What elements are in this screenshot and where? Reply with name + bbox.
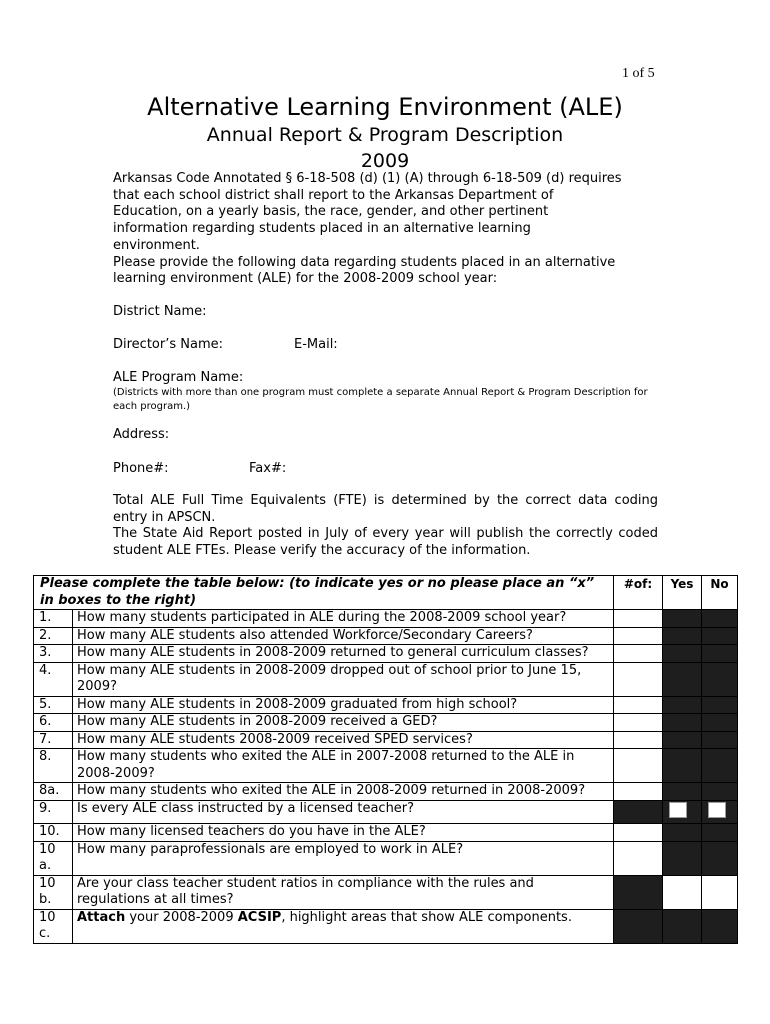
yes-cell-shaded [663, 749, 702, 783]
yes-cell-shaded [663, 824, 702, 842]
count-cell-shaded [614, 800, 663, 824]
no-column-header: No [702, 576, 738, 610]
district-name-label: District Name: [113, 304, 207, 319]
program-name-label: ALE Program Name: [113, 370, 244, 385]
no-input-cell[interactable] [702, 875, 738, 909]
no-cell-shaded [702, 749, 738, 783]
count-input-cell[interactable] [614, 662, 663, 696]
table-row [34, 645, 738, 663]
yes-cell-shaded [663, 645, 702, 663]
row-number: 8. [34, 749, 73, 783]
row-question: How many paraprofessionals are employed to work in ALE? [73, 841, 614, 875]
row-question: How many ALE students in 2008-2009 received a GED? [73, 714, 614, 732]
row-number: 10 c. [34, 909, 73, 943]
row-question [73, 909, 614, 943]
yes-checkbox-cell[interactable] [663, 800, 702, 824]
table-row [34, 714, 738, 732]
intro-line: environment. [113, 237, 200, 253]
row-number: 5. [34, 696, 73, 714]
table-row [34, 875, 738, 909]
yes-cell-shaded [663, 909, 702, 943]
yes-input-cell[interactable] [663, 875, 702, 909]
row-question: How many students who exited the ALE in 2008-2009 returned in 2008-2009? [73, 783, 614, 801]
table-row [34, 731, 738, 749]
table-row [34, 627, 738, 645]
count-input-cell[interactable] [614, 783, 663, 801]
count-input-cell[interactable] [614, 610, 663, 628]
yes-cell-shaded [663, 714, 702, 732]
count-input-cell[interactable] [614, 841, 663, 875]
report-year: 2009 [360, 150, 410, 172]
question-text: , highlight areas that show ALE components. [281, 909, 572, 925]
program-note: (Districts with more than one program must complete a separate Annual Report & Program Description for each program.) [113, 387, 648, 412]
yes-cell-shaded [663, 731, 702, 749]
row-question: Is every ALE class instructed by a licensed teacher? [73, 800, 614, 824]
no-checkbox-cell[interactable] [702, 800, 738, 824]
yes-cell-shaded [663, 662, 702, 696]
count-input-cell[interactable] [614, 731, 663, 749]
page-title: Alternative Learning Environment (ALE) [147, 93, 623, 121]
row-number: 8a. [34, 783, 73, 801]
row-number: 10 b. [34, 875, 73, 909]
no-cell-shaded [702, 645, 738, 663]
intro-line: Education, on a yearly basis, the race, gender, and other pertinent [113, 204, 549, 220]
table-row [34, 909, 738, 943]
no-checkbox[interactable] [708, 802, 726, 818]
row-question: Are your class teacher student ratios in compliance with the rules and regulations at all times? [73, 875, 614, 909]
fte-line1: Total ALE Full Time Equivalents (FTE) is determined by the correct data coding entry in APSCN. [113, 493, 658, 525]
count-cell-shaded [614, 909, 663, 943]
row-number: 6. [34, 714, 73, 732]
table-row [34, 610, 738, 628]
intro-line: that each school district shall report to the Arkansas Department of [113, 187, 554, 203]
phone-label: Phone#: [113, 461, 169, 476]
yes-column-header: Yes [663, 576, 702, 610]
no-cell-shaded [702, 841, 738, 875]
fte-paragraph [113, 493, 658, 560]
acsip-bold: ACSIP [237, 909, 282, 925]
table-row [34, 824, 738, 842]
count-input-cell[interactable] [614, 696, 663, 714]
count-cell-shaded [614, 875, 663, 909]
count-column-header: #of: [614, 576, 663, 610]
intro-line: information regarding students placed in an alternative learning [113, 221, 531, 237]
row-number: 3. [34, 645, 73, 663]
row-number: 4. [34, 662, 73, 696]
row-question: How many ALE students in 2008-2009 graduated from high school? [73, 696, 614, 714]
row-question: How many ALE students in 2008-2009 dropped out of school prior to June 15, 2009? [73, 662, 614, 696]
count-input-cell[interactable] [614, 824, 663, 842]
table-row [34, 800, 738, 824]
count-input-cell[interactable] [614, 749, 663, 783]
count-input-cell[interactable] [614, 627, 663, 645]
intro-line: Please provide the following data regarding students placed in an alternative [113, 254, 616, 270]
fax-label: Fax#: [249, 461, 287, 476]
no-cell-shaded [702, 714, 738, 732]
table-header-row [34, 576, 738, 610]
no-cell-shaded [702, 696, 738, 714]
row-number: 2. [34, 627, 73, 645]
no-cell-shaded [702, 909, 738, 943]
row-question: How many ALE students 2008-2009 received SPED services? [73, 731, 614, 749]
row-question: How many students participated in ALE during the 2008-2009 school year? [73, 610, 614, 628]
intro-line: learning environment (ALE) for the 2008-2009 school year: [113, 271, 498, 287]
table-row [34, 696, 738, 714]
yes-cell-shaded [663, 841, 702, 875]
no-cell-shaded [702, 662, 738, 696]
yes-cell-shaded [663, 696, 702, 714]
table-row [34, 841, 738, 875]
yes-checkbox[interactable] [669, 802, 687, 818]
no-cell-shaded [702, 824, 738, 842]
email-label: E-Mail: [294, 337, 338, 352]
ale-data-table [33, 575, 738, 944]
no-cell-shaded [702, 610, 738, 628]
row-question: How many ALE students also attended Workforce/Secondary Careers? [73, 627, 614, 645]
no-cell-shaded [702, 783, 738, 801]
director-name-label: Director’s Name: [113, 337, 223, 352]
row-number: 9. [34, 800, 73, 824]
row-question: How many ALE students in 2008-2009 returned to general curriculum classes? [73, 645, 614, 663]
yes-cell-shaded [663, 783, 702, 801]
table-row [34, 783, 738, 801]
row-number: 1. [34, 610, 73, 628]
page-number: 1 of 5 [622, 66, 655, 81]
count-input-cell[interactable] [614, 714, 663, 732]
question-text: your 2008-2009 [125, 909, 238, 925]
intro-line: Arkansas Code Annotated § 6-18-508 (d) (1) (A) through 6-18-509 (d) requires [113, 171, 622, 186]
yes-cell-shaded [663, 610, 702, 628]
attach-bold: Attach [77, 909, 126, 925]
no-cell-shaded [702, 627, 738, 645]
address-label: Address: [113, 427, 170, 442]
count-input-cell[interactable] [614, 645, 663, 663]
row-question: How many licensed teachers do you have in the ALE? [73, 824, 614, 842]
row-number: 10. [34, 824, 73, 842]
fte-line2: The State Aid Report posted in July of every year will publish the correctly coded student ALE FTEs. Please verify the accuracy of the information. [113, 526, 658, 559]
table-instructions: Please complete the table below: (to indicate yes or no please place an “x” in boxes to the right) [34, 576, 614, 610]
row-number: 10 a. [34, 841, 73, 875]
yes-cell-shaded [663, 627, 702, 645]
intro-paragraph [113, 171, 658, 288]
table-row [34, 749, 738, 783]
row-number: 7. [34, 731, 73, 749]
page-subtitle: Annual Report & Program Description [206, 124, 564, 146]
table-row [34, 662, 738, 696]
no-cell-shaded [702, 731, 738, 749]
row-question: How many students who exited the ALE in 2007-2008 returned to the ALE in 2008-2009? [73, 749, 614, 783]
